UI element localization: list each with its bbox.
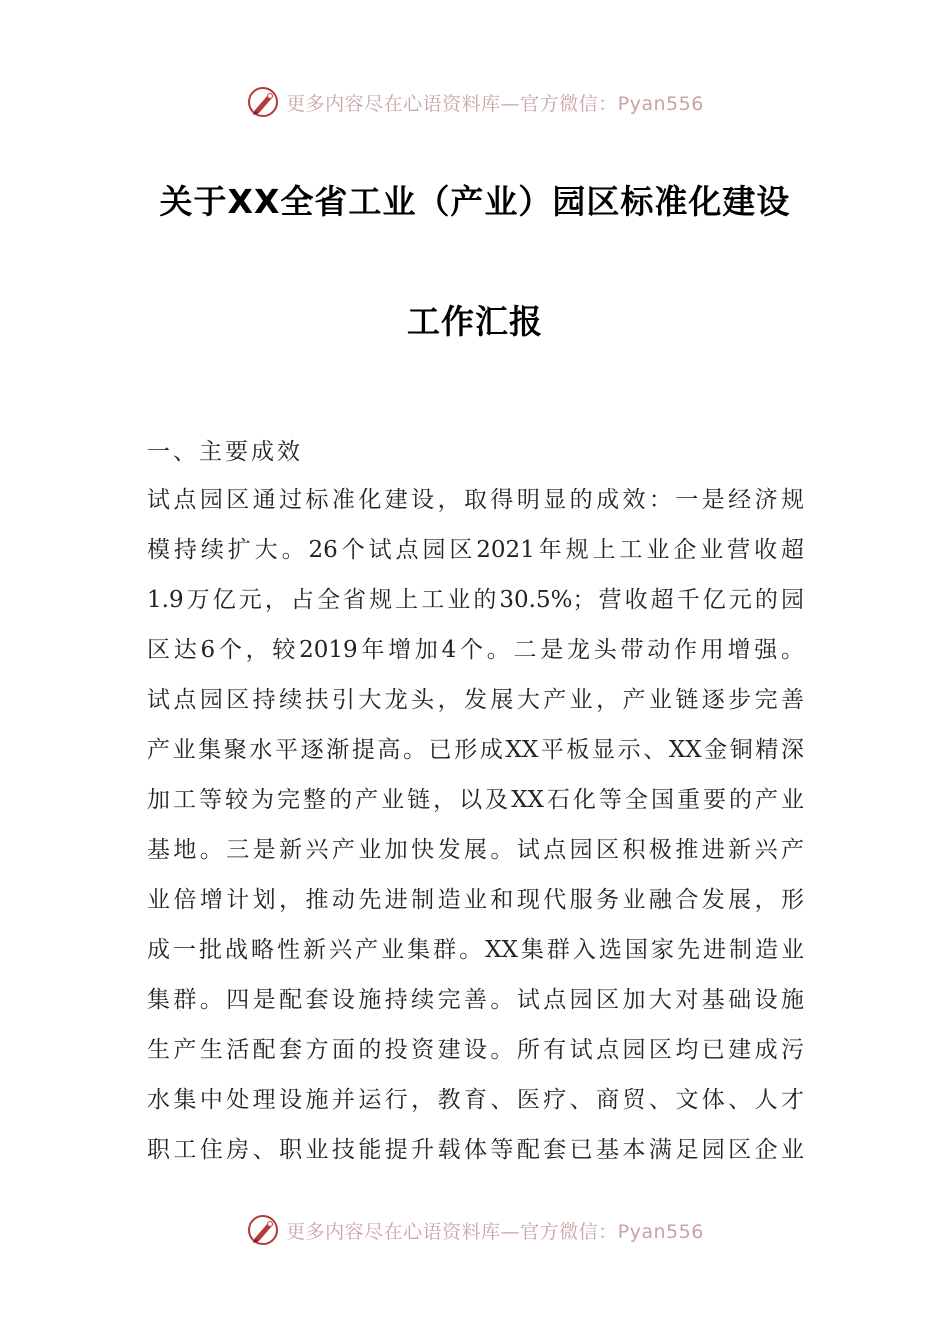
footer-watermark — [0, 1208, 950, 1252]
paragraph-line: 试点园区持续扶引大龙头，发展大产业，产业链逐步完善 — [147, 687, 804, 713]
paragraph-line: 集群。四是配套设施持续完善。试点园区加大对基础设施 — [147, 987, 804, 1013]
paragraph-line: 加工等较为完整的产业链，以及XX石化等全国重要的产业 — [147, 787, 804, 813]
paragraph-line: 水集中处理设施并运行，教育、医疗、商贸、文体、人才 — [147, 1087, 804, 1113]
document-title-line-1: 关于XX全省工业（产业）园区标准化建设 — [159, 182, 791, 221]
paragraph-line: 1.9万亿元，占全省规上工业的30.5%；营收超千亿元的园 — [147, 587, 804, 613]
paragraph-line: 试点园区通过标准化建设，取得明显的成效：一是经济规 — [147, 487, 804, 513]
paragraph-line: 区达6个，较2019年增加4个。二是龙头带动作用增强。 — [147, 637, 804, 663]
paragraph-line: 成一批战略性新兴产业集群。XX集群入选国家先进制造业 — [147, 937, 804, 963]
paragraph-line: 职工住房、职业技能提升载体等配套已基本满足园区企业 — [147, 1137, 804, 1163]
pen-logo-icon — [246, 1213, 280, 1247]
paragraph-line: 业倍增计划，推动先进制造业和现代服务业融合发展，形 — [147, 887, 804, 913]
watermark-text: 更多内容尽在心语资料库—官方微信： — [286, 92, 618, 115]
pen-logo-icon — [246, 85, 280, 119]
watermark-wechat-id: Pyan556 — [617, 92, 704, 115]
paragraph-line: 模持续扩大。26个试点园区2021年规上工业企业营收超 — [147, 537, 804, 563]
header-watermark — [0, 80, 950, 124]
watermark-text: 更多内容尽在心语资料库—官方微信： — [286, 1220, 618, 1243]
document-title-line-2: 工作汇报 — [407, 302, 543, 341]
paragraph-line: 产业集聚水平逐渐提高。已形成XX平板显示、XX金铜精深 — [147, 737, 804, 763]
section-heading: 一、主要成效 — [147, 439, 303, 465]
watermark-wechat-id: Pyan556 — [617, 1220, 704, 1243]
paragraph-line: 基地。三是新兴产业加快发展。试点园区积极推进新兴产 — [147, 837, 804, 863]
paragraph-line: 生产生活配套方面的投资建设。所有试点园区均已建成污 — [147, 1037, 804, 1063]
